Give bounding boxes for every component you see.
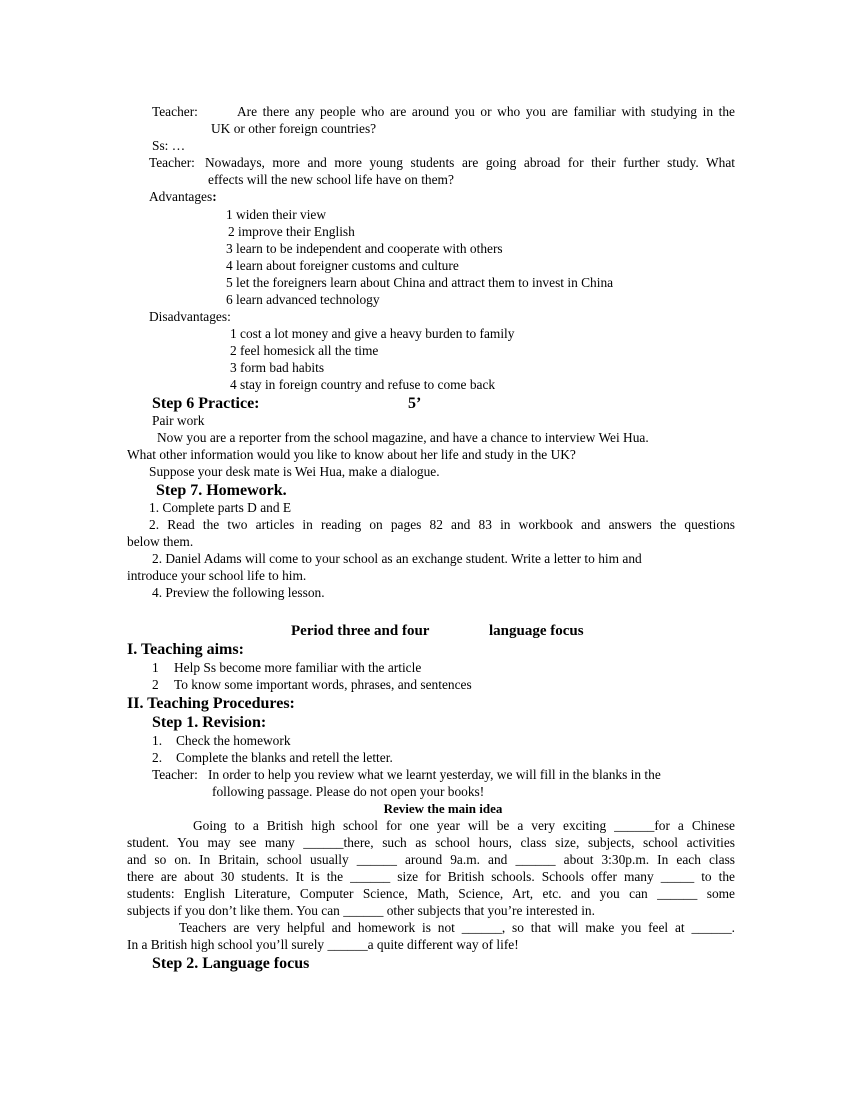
practice-suppose: Suppose your desk mate is Wei Hua, make a dialogue. xyxy=(149,464,440,479)
teacher-speaker-label: Teacher: xyxy=(152,767,198,782)
review-paragraph-line: In a British high school you’ll surely ______a quite different way of life! xyxy=(127,937,519,952)
review-paragraph-line: subjects if you don’t like them. You can ______ other subjects that you’re interested in. xyxy=(127,903,595,918)
revision-text: Complete the blanks and retell the letter. xyxy=(176,750,393,765)
homework-item: 1. Complete parts D and E xyxy=(149,500,292,515)
disadvantage-item: 1 cost a lot money and give a heavy burden to family xyxy=(230,326,515,341)
practice-paragraph-line: Now you are a reporter from the school magazine, and have a chance to interview Wei Hua. xyxy=(157,430,649,445)
step6-time: 5’ xyxy=(408,395,422,412)
advantage-item: 3 learn to be independent and cooperate with others xyxy=(226,241,503,256)
review-paragraph-line: student. You may see many ______there, such as school hours, class size, subjects, school activities xyxy=(127,835,735,850)
disadvantage-item: 4 stay in foreign country and refuse to come back xyxy=(230,377,496,392)
step7-heading: Step 7. Homework. xyxy=(156,482,287,499)
step6-heading: Step 6 Practice: xyxy=(152,395,260,412)
review-paragraph-line: Going to a British high school for one year will be a very exciting ______for a Chinese xyxy=(193,818,735,833)
review-paragraph-line: there are about 30 students. It is the ______ size for British schools. Schools offer many _____ to the xyxy=(127,869,735,884)
students-reply: Ss: … xyxy=(152,138,186,153)
homework-item: 4. Preview the following lesson. xyxy=(152,585,325,600)
teacher-question-cont: UK or other foreign countries? xyxy=(211,121,377,136)
teacher-question-line: Are there any people who are around you or who you are familiar with studying in the xyxy=(237,104,735,119)
disadvantage-item: 2 feel homesick all the time xyxy=(230,343,379,358)
homework-item-cont: below them. xyxy=(127,534,194,549)
step1-heading: Step 1. Revision: xyxy=(152,714,267,731)
revision-number: 2. xyxy=(152,750,163,765)
period-focus: language focus xyxy=(489,623,584,639)
teacher-speaker-label: Teacher: xyxy=(149,155,195,170)
teaching-aims-heading: I. Teaching aims: xyxy=(127,641,244,658)
period-title: Period three and four xyxy=(291,623,430,639)
advantage-item: 2 improve their English xyxy=(228,224,355,239)
revision-number: 1. xyxy=(152,733,163,748)
teaching-procedures-heading: II. Teaching Procedures: xyxy=(127,695,295,712)
review-paragraph-line: Teachers are very helpful and homework is not ______, so that will make you feel at ______. xyxy=(179,920,735,935)
homework-item: 2. Daniel Adams will come to your school as an exchange student. Write a letter to him and xyxy=(152,551,642,566)
teacher-instruction-cont: following passage. Please do not open your books! xyxy=(212,784,485,799)
homework-item-cont: introduce your school life to him. xyxy=(127,568,307,583)
aim-number: 2 xyxy=(152,677,159,692)
advantages-heading: Advantages: xyxy=(149,189,217,204)
teacher-statement-line: Nowadays, more and more young students are going abroad for their further study. What xyxy=(205,155,735,170)
revision-text: Check the homework xyxy=(176,733,291,748)
aim-text: To know some important words, phrases, and sentences xyxy=(174,677,472,692)
advantage-item: 1 widen their view xyxy=(226,207,327,222)
advantage-item: 5 let the foreigners learn about China and attract them to invest in China xyxy=(226,275,614,290)
review-title: Review the main idea xyxy=(383,801,503,816)
teacher-statement-cont: effects will the new school life have on them? xyxy=(208,172,454,187)
review-paragraph-line: and so on. In Britain, school usually ______ around 9a.m. and ______ about 3:30p.m. In each class xyxy=(127,852,735,867)
teacher-instruction-line: In order to help you review what we learnt yesterday, we will fill in the blanks in the xyxy=(208,767,661,782)
advantage-item: 4 learn about foreigner customs and culture xyxy=(226,258,459,273)
advantage-item: 6 learn advanced technology xyxy=(226,292,380,307)
disadvantage-item: 3 form bad habits xyxy=(230,360,325,375)
aim-number: 1 xyxy=(152,660,159,675)
review-paragraph-line: students: English Literature, Computer Science, Math, Science, Art, etc. and you can ______ some xyxy=(127,886,735,901)
teacher-speaker-label: Teacher: xyxy=(152,104,198,119)
disadvantages-heading: Disadvantages: xyxy=(149,309,231,324)
aim-text: Help Ss become more familiar with the article xyxy=(174,660,422,675)
homework-item: 2. Read the two articles in reading on pages 82 and 83 in workbook and answers the questions xyxy=(149,517,735,532)
step2-heading: Step 2. Language focus xyxy=(152,955,310,972)
pair-work-label: Pair work xyxy=(152,413,205,428)
practice-paragraph-line: What other information would you like to know about her life and study in the UK? xyxy=(127,447,576,462)
